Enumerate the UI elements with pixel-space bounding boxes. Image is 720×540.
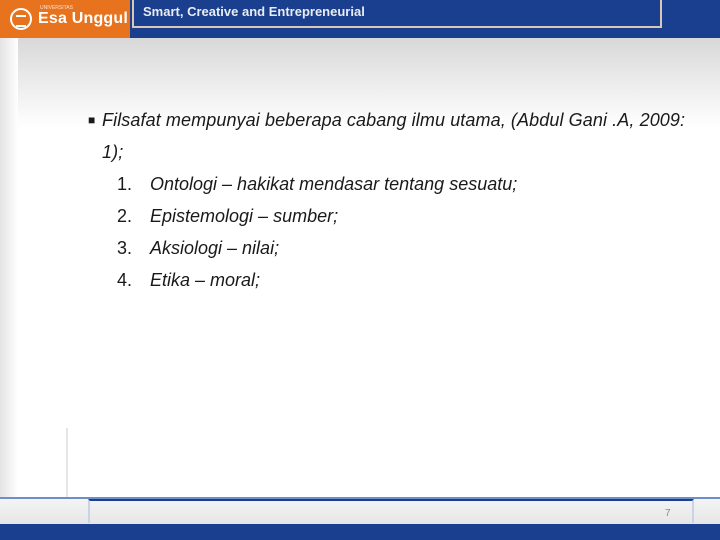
list-item: [88, 168, 688, 200]
bullet-text: Filsafat mempunyai beberapa cabang ilmu utama, (Abdul Gani .A, 2009: 1);: [102, 110, 686, 162]
logo-text: Esa Unggul: [38, 10, 129, 27]
logo-subtext: UNIVERSITAS: [40, 5, 73, 11]
page-number: 7: [665, 508, 671, 519]
header-bar: [0, 0, 720, 38]
list-number: 3.: [116, 238, 132, 258]
numbered-list: [88, 168, 688, 296]
list-text: Etika – moral;: [150, 270, 261, 290]
bullet-point: [88, 104, 688, 168]
list-number: 2.: [116, 206, 132, 226]
logo-icon: [10, 8, 32, 30]
footer-frame: [88, 499, 694, 523]
bullet-icon: ■: [88, 113, 96, 127]
list-number: 1.: [116, 174, 132, 194]
footer-bar: [0, 524, 720, 540]
list-item: [88, 264, 688, 296]
list-text: Epistemologi – sumber;: [150, 206, 339, 226]
list-number: 4.: [116, 270, 132, 290]
logo: [0, 0, 130, 38]
list-item: [88, 200, 688, 232]
list-text: Aksiologi – nilai;: [150, 238, 280, 258]
tagline: Smart, Creative and Entrepreneurial: [143, 4, 365, 19]
list-text: Ontologi – hakikat mendasar tentang sesuatu;: [150, 174, 518, 194]
list-item: [88, 232, 688, 264]
left-shade: [0, 38, 18, 498]
slide-content: [88, 104, 688, 296]
footer-left-line: [66, 428, 68, 498]
